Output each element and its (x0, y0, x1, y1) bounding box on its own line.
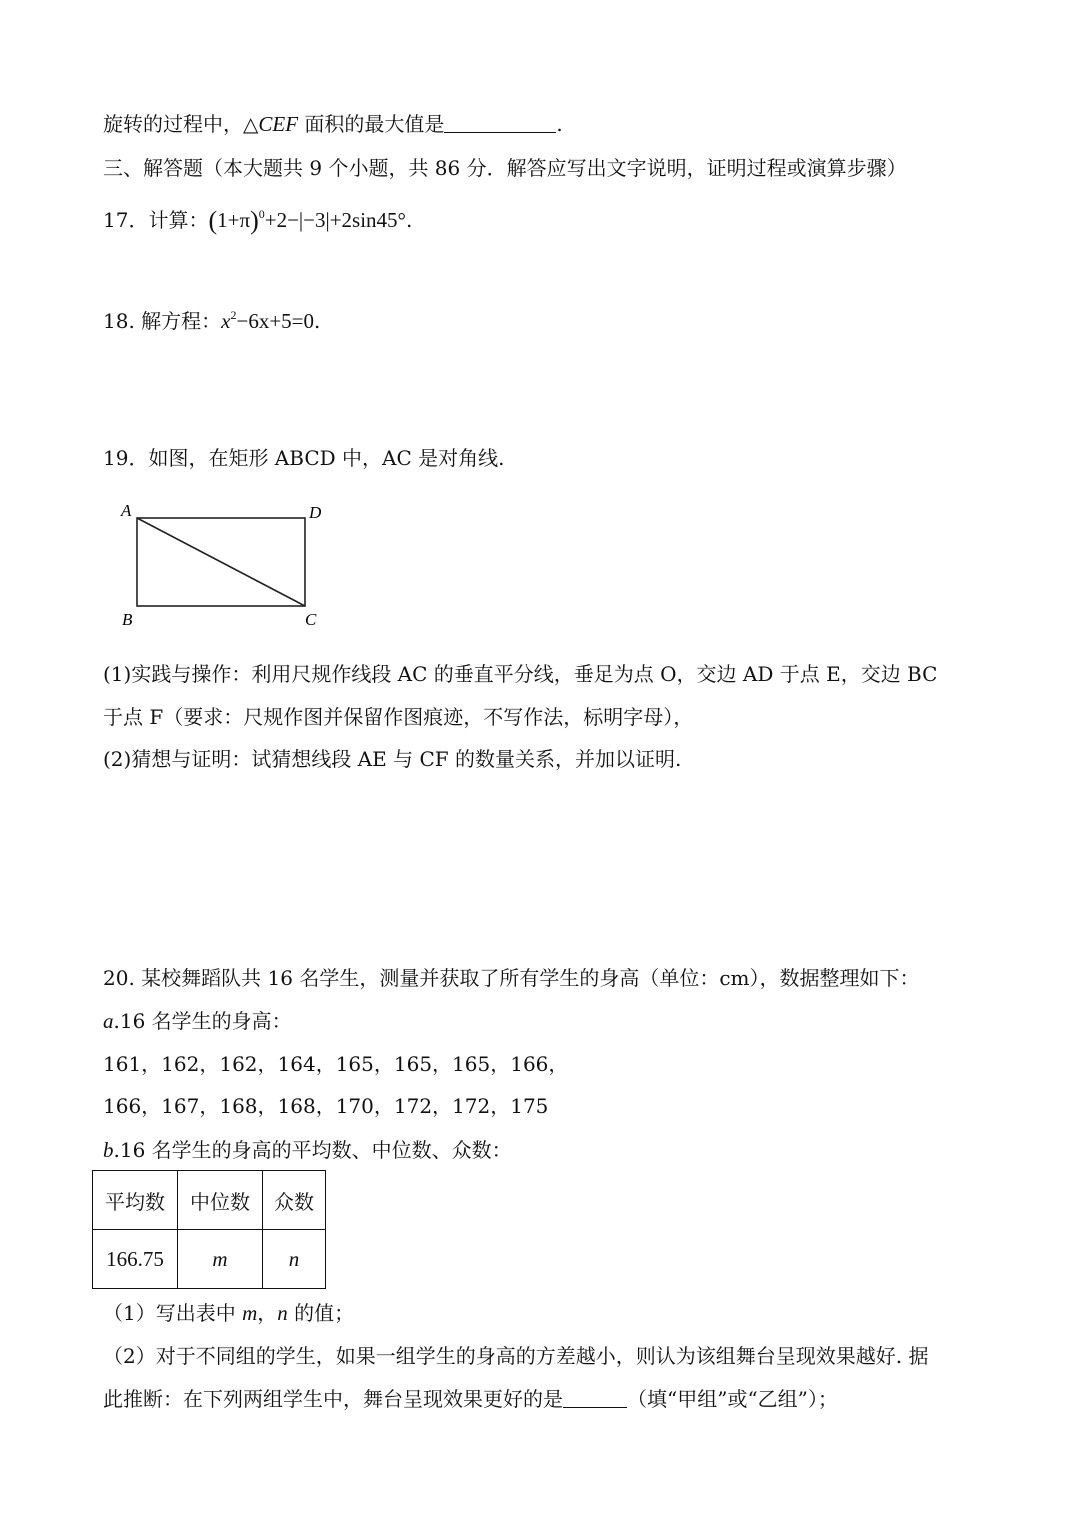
label-c: C (305, 610, 317, 629)
q16-triangle-var: CEF (258, 112, 299, 136)
label-d: D (309, 503, 322, 522)
q19-stem: 19．如图，在矩形 ABCD 中，AC 是对角线. (103, 446, 505, 470)
q20-a (103, 1007, 292, 1035)
q18-label: 18. 解方程： (103, 309, 222, 333)
q17-expr-b: +2−|−3|+2sin45° (264, 208, 406, 232)
q20-sub1-suffix: 的值； (287, 1301, 355, 1325)
rectangle-abcd-figure (112, 498, 342, 633)
q20-sub1-sep: ， (257, 1301, 278, 1325)
q18-equation (221, 309, 314, 333)
q18-exponent: 2 (230, 308, 237, 322)
header-mean: 平均数 (93, 1171, 178, 1230)
value-mode: n (263, 1230, 326, 1289)
q20-heights-row2: 166，167，168，168，170，172，172，175 (103, 1094, 549, 1118)
q17-end: . (405, 208, 413, 232)
q20-a-text: .16 名学生的身高： (113, 1009, 292, 1033)
q16-answer-blank[interactable] (444, 112, 556, 133)
q17-exponent: 0 (258, 207, 265, 221)
q20-answer-blank[interactable] (563, 1387, 627, 1408)
label-b: B (122, 610, 133, 629)
q16-suffix: 面积的最大值是 (298, 112, 445, 136)
q17-label: 17．计算： (103, 208, 209, 232)
q20-sub2-prefix: 此推断：在下列两组学生中，舞台呈现效果更好的是 (103, 1387, 563, 1411)
section-3-title: 三、解答题（本大题共 9 个小题，共 86 分．解答应写出文字说明，证明过程或演算步骤） (103, 156, 907, 180)
diagonal-ac (137, 518, 305, 606)
q20-sub2-suffix: （填“甲组”或“乙组”）； (627, 1387, 838, 1411)
q19-part2: (2)猜想与证明：试猜想线段 AE 与 CF 的数量关系，并加以证明. (103, 747, 682, 771)
q18-end: . (314, 309, 321, 333)
value-median: m (178, 1230, 263, 1289)
q20-b-label: b (103, 1138, 114, 1162)
q18-x: x (221, 309, 231, 333)
q20-sub1-m: m (242, 1301, 258, 1325)
q16-tail (103, 110, 563, 138)
table-value-row (93, 1230, 326, 1289)
q17-expr-a: 1+π (217, 208, 251, 232)
header-median: 中位数 (178, 1171, 263, 1230)
q20-sub2-line1: （2）对于不同组的学生，如果一组学生的身高的方差越小，则认为该组舞台呈现效果越好. 据 (103, 1344, 929, 1368)
statistics-table (92, 1170, 326, 1289)
q20-sub1-prefix: （1）写出表中 (103, 1301, 243, 1325)
q18 (103, 307, 320, 335)
q20-stem: 20. 某校舞蹈队共 16 名学生，测量并获取了所有学生的身高（单位：cm），数据整理如下： (103, 966, 920, 990)
q17-expression: $(1+\pi)^0+2-|-3|+2\sin 45^\circ$ (208, 206, 406, 235)
q20-b-text: .16 名学生的身高的平均数、中位数、众数： (113, 1138, 512, 1162)
value-mean: 166.75 (93, 1230, 178, 1289)
q19-part1-line2: 于点 F（要求：尺规作图并保留作图痕迹，不写作法，标明字母）， (103, 705, 694, 729)
q20-sub2-line2 (103, 1385, 838, 1413)
q18-rest: −6x+5=0 (236, 309, 315, 333)
q16-end: . (556, 112, 563, 136)
q16-prefix: 旋转的过程中，△ (103, 112, 259, 136)
q20-a-label: a (103, 1009, 114, 1033)
q17 (103, 206, 412, 235)
header-mode: 众数 (263, 1171, 326, 1230)
table-header-row (93, 1171, 326, 1230)
q20-b (103, 1136, 512, 1164)
q20-sub1-n: n (277, 1301, 288, 1325)
q20-heights-row1: 161，162，162，164，165，165，165，166， (103, 1052, 569, 1076)
q20-sub1 (103, 1299, 354, 1327)
q19-part1-line1: (1)实践与操作：利用尺规作线段 AC 的垂直平分线，垂足为点 O，交边 AD 于点 E，交边 BC (103, 662, 938, 686)
label-a: A (121, 501, 132, 520)
